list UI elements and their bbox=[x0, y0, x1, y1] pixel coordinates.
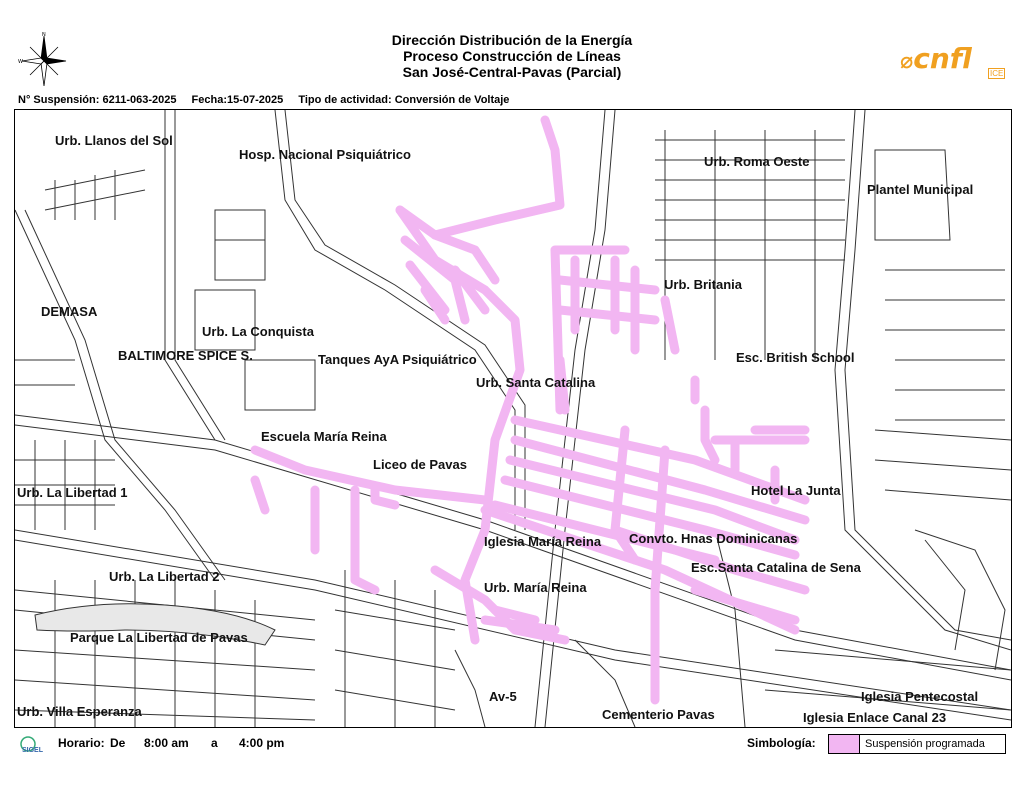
label-liceo-pavas: Liceo de Pavas bbox=[373, 457, 467, 472]
title-line-3: San José-Central-Pavas (Parcial) bbox=[402, 64, 622, 80]
label-parque-libertad: Parque La Libertad de Pavas bbox=[70, 630, 248, 645]
footer bbox=[0, 732, 1024, 756]
label-convento-dominicanas: Convto. Hnas Dominicanas bbox=[629, 531, 798, 546]
label-hosp-psiquiatrico: Hosp. Nacional Psiquiátrico bbox=[239, 147, 411, 162]
label-la-libertad-2: Urb. La Libertad 2 bbox=[109, 569, 220, 584]
label-british-school: Esc. British School bbox=[736, 350, 855, 365]
label-llanos-del-sol: Urb. Llanos del Sol bbox=[55, 133, 173, 148]
label-escuela-maria-reina: Escuela María Reina bbox=[261, 429, 387, 444]
label-cementerio-pavas: Cementerio Pavas bbox=[602, 707, 715, 722]
svg-text:N: N bbox=[42, 32, 46, 38]
legend-swatch bbox=[829, 735, 860, 753]
label-urb-maria-reina: Urb. María Reina bbox=[484, 580, 587, 595]
label-baltimore: BALTIMORE SPICE S. bbox=[118, 348, 253, 363]
title-line-2: Proceso Construcción de Líneas bbox=[403, 48, 621, 64]
logo-text: cnfl bbox=[913, 42, 972, 75]
label-britania: Urb. Britania bbox=[664, 277, 743, 292]
sigel-text: SIGEL bbox=[22, 747, 44, 754]
compass-rose-icon bbox=[18, 32, 70, 90]
legend-text: Suspensión programada bbox=[865, 738, 985, 750]
horario-label: Horario: bbox=[58, 736, 105, 750]
label-iglesia-enlace: Iglesia Enlace Canal 23 bbox=[803, 710, 947, 725]
svg-text:W: W bbox=[18, 59, 23, 65]
label-hotel-la-junta: Hotel La Junta bbox=[751, 483, 841, 498]
horario-desde: 8:00 am bbox=[144, 736, 189, 750]
map-frame[interactable] bbox=[14, 109, 1012, 728]
label-iglesia-maria-reina: Iglesia María Reina bbox=[484, 534, 602, 549]
label-la-libertad-1: Urb. La Libertad 1 bbox=[17, 485, 128, 500]
simbologia-label: Simbología: bbox=[747, 736, 816, 750]
label-santa-catalina-sena: Esc.Santa Catalina de Sena bbox=[691, 560, 861, 575]
label-iglesia-pentecostal: Iglesia Pentecostal bbox=[861, 689, 979, 704]
label-plantel-municipal: Plantel Municipal bbox=[867, 182, 974, 197]
label-demasa: DEMASA bbox=[41, 304, 98, 319]
label-santa-catalina: Urb. Santa Catalina bbox=[476, 375, 596, 390]
horario-a: a bbox=[211, 736, 218, 750]
label-roma-oeste: Urb. Roma Oeste bbox=[704, 154, 810, 169]
date: Fecha:15-07-2025 bbox=[191, 94, 284, 106]
horario-de: De bbox=[110, 736, 126, 750]
label-tanques-aya: Tanques AyA Psiquiátrico bbox=[318, 352, 477, 367]
label-la-conquista: Urb. La Conquista bbox=[202, 324, 314, 339]
suspension-number: N° Suspensión: 6211-063-2025 bbox=[18, 94, 177, 106]
horario-hasta: 4:00 pm bbox=[239, 736, 285, 750]
label-av-5: Av-5 bbox=[489, 689, 517, 704]
cnfl-logo: ⌀cnfl bbox=[900, 42, 972, 75]
info-bar bbox=[18, 94, 521, 106]
legend-box bbox=[828, 734, 1006, 754]
ice-logo: ICE bbox=[990, 69, 1004, 78]
title-line-1: Dirección Distribución de la Energía bbox=[391, 32, 633, 48]
activity-type: Tipo de actividad: Conversión de Voltaje bbox=[298, 94, 510, 106]
label-villa-esperanza: Urb. Villa Esperanza bbox=[17, 704, 142, 719]
sigel-logo-icon bbox=[20, 734, 52, 754]
